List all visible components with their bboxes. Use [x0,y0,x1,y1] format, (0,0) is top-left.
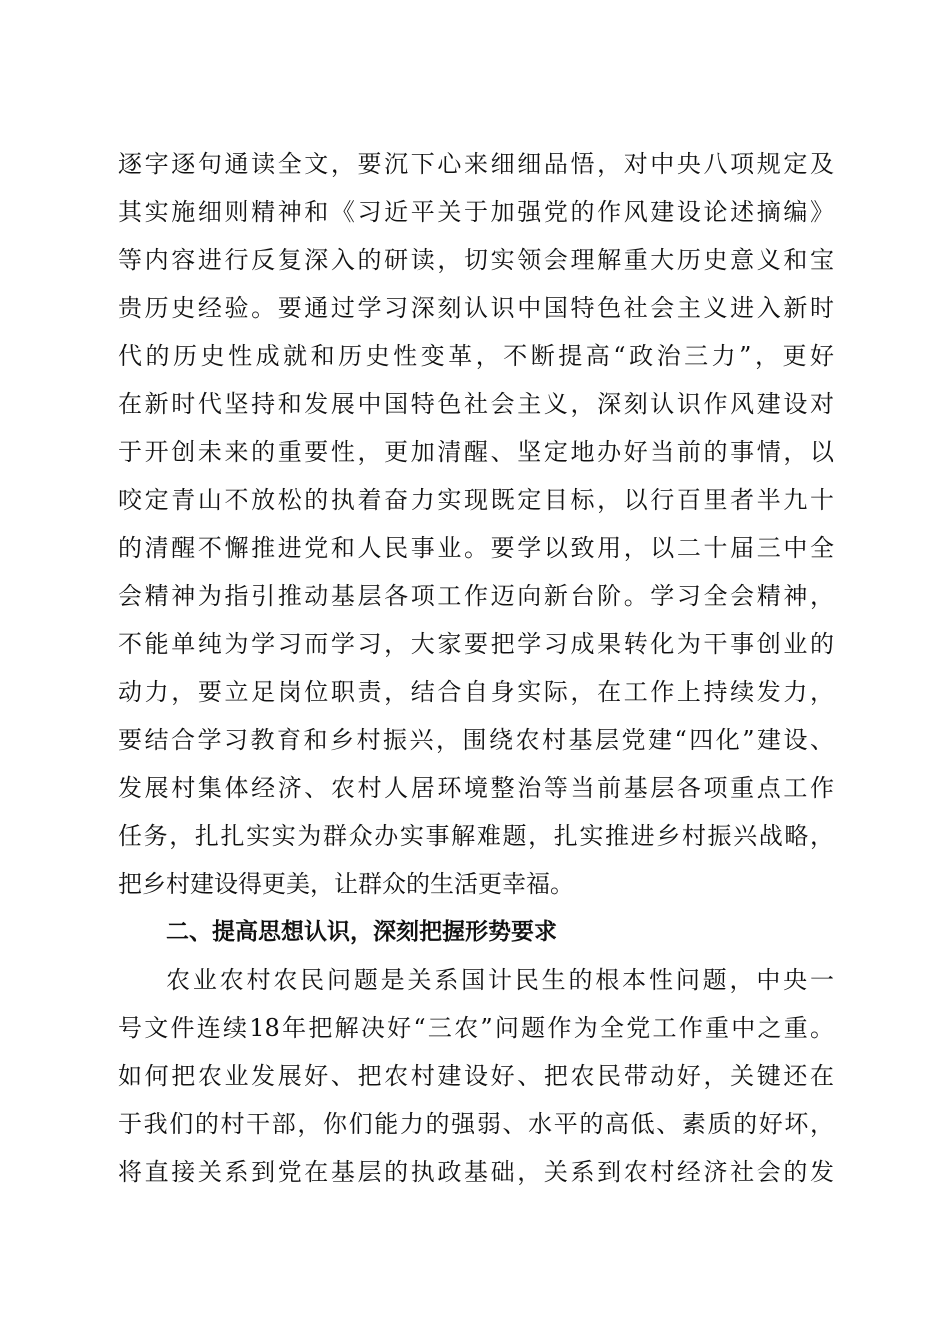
text-line: 将直接关系到党在基层的执政基础，关系到农村经济社会的发 [118,1158,834,1186]
text-line: 把乡村建设得更美，让群众的生活更幸福。 [118,870,574,898]
text-line: 农业农村农民问题是关系国计民生的根本性问题，中央一 [166,966,834,994]
text-line: 其实施细则精神和《习近平关于加强党的作风建设论述摘编》 [118,198,834,226]
text-line: 贵历史经验。要通过学习深刻认识中国特色社会主义进入新时 [118,294,834,322]
text-line: 代的历史性成就和历史性变革，不断提高“政治三力”，更好 [118,342,834,370]
paragraph-2 [118,956,834,1196]
text-line: 号文件连续18年把解决好“三农”问题作为全党工作重中之重。 [118,1014,834,1042]
text-line: 动力，要立足岗位职责，结合自身实际，在工作上持续发力， [118,678,834,706]
text-line: 发展村集体经济、农村人居环境整治等当前基层各项重点工作 [118,774,834,802]
text-line: 会精神为指引推动基层各项工作迈向新台阶。学习全会精神， [118,582,834,610]
text-line: 要结合学习教育和乡村振兴，围绕农村基层党建“四化”建设、 [118,726,834,754]
text-line: 咬定青山不放松的执着奋力实现既定目标，以行百里者半九十 [118,486,834,514]
text-line: 如何把农业发展好、把农村建设好、把农民带动好，关键还在 [118,1062,834,1090]
document-body [118,140,834,1196]
text-line: 的清醒不懈推进党和人民事业。要学以致用，以二十届三中全 [118,534,834,562]
text-line: 在新时代坚持和发展中国特色社会主义，深刻认识作风建设对 [118,390,834,418]
text-line: 逐字逐句通读全文，要沉下心来细细品悟，对中央八项规定及 [118,150,834,178]
text-line: 于开创未来的重要性，更加清醒、坚定地办好当前的事情，以 [118,438,834,466]
section-heading: 二、提高思想认识，深刻把握形势要求 [166,919,557,945]
text-line: 不能单纯为学习而学习，大家要把学习成果转化为干事创业的 [118,630,834,658]
text-line: 等内容进行反复深入的研读，切实领会理解重大历史意义和宝 [118,246,834,274]
paragraph-1 [118,140,834,908]
text-line: 于我们的村干部，你们能力的强弱、水平的高低、素质的好坏， [118,1110,834,1138]
text-line: 任务，扎扎实实为群众办实事解难题，扎实推进乡村振兴战略， [118,822,834,850]
